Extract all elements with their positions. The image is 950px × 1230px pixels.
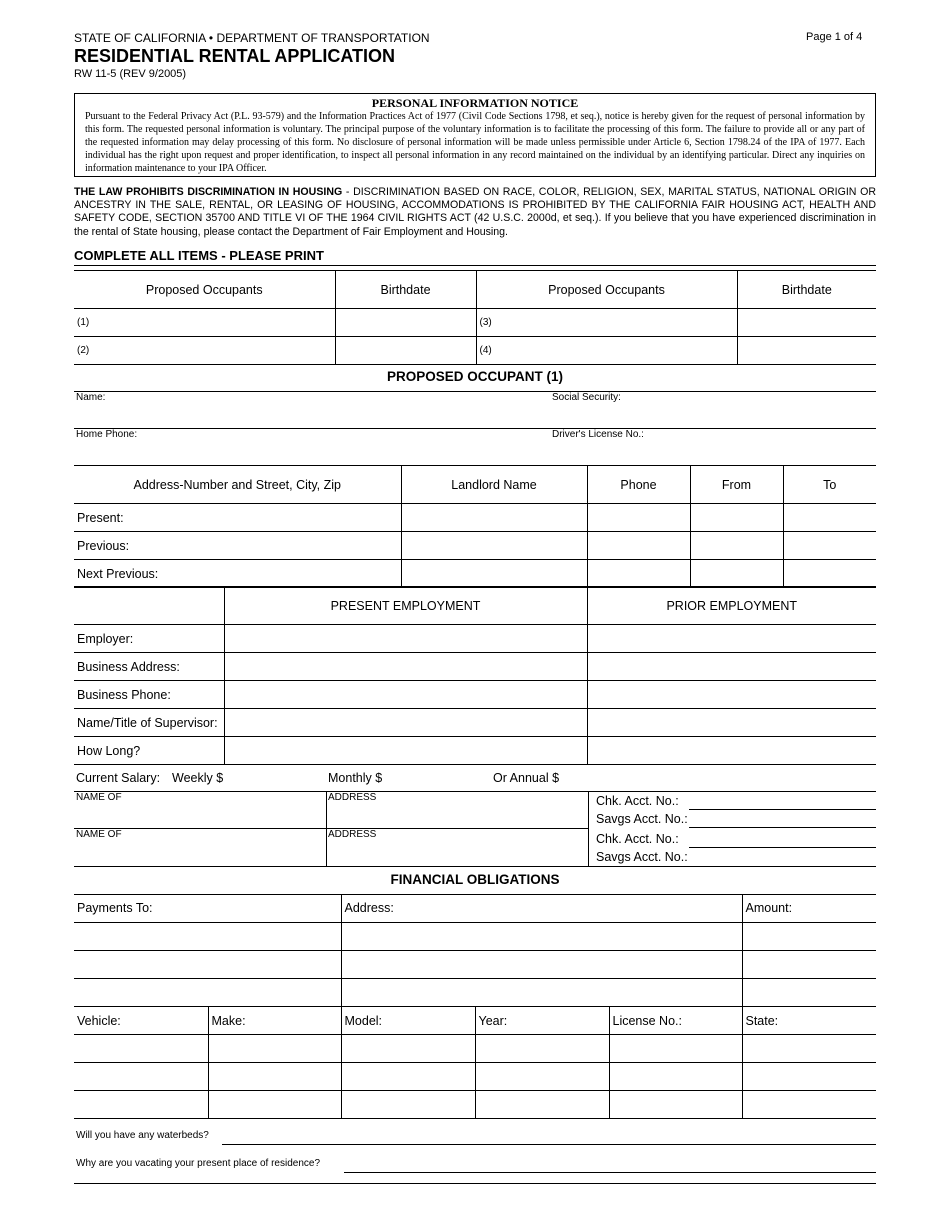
occupant-2-birthdate-field[interactable] (335, 337, 476, 365)
divider (74, 391, 876, 392)
address-header: Address-Number and Street, City, Zip (74, 466, 401, 504)
vehicle-3-field[interactable] (74, 1091, 208, 1119)
occupant-2-field[interactable]: (2) (74, 337, 335, 365)
present-to-field[interactable] (783, 504, 876, 532)
bank-2-savings-label: Savgs Acct. No.: (596, 850, 688, 864)
present-landlord-field[interactable] (401, 504, 587, 532)
fair-housing-body: - DISCRIMINATION BASED ON RACE, COLOR, RELIGION, SEX, MARITAL STATUS, NATIONAL ORIGIN OR ANCESTRY IN THE SALE, RENTAL, OR LEASING OF HOUSING, ACCOMMODATIONS IS PROHIBITED BY THE CALIFORNIA FAIR HOUSING ACT, HEALTH AND SAFETY CODE, SECTION 35700 AND TITLE VI OF THE 1964 CIVIL RIGHTS ACT (42 U.S.C. 2000d, et seq.). If you believe that you have experienced discrimination in the rental of State housing, please contact the Department of Fair Employment and Housing. (74, 186, 876, 238)
address-history-table (74, 465, 876, 588)
present-employment-header: PRESENT EMPLOYMENT (224, 587, 587, 625)
divider (74, 265, 876, 266)
occupants-header: Proposed Occupants (476, 271, 737, 309)
vehicle-2-year-field[interactable] (475, 1063, 609, 1091)
bank-1-savings-field[interactable] (689, 827, 876, 828)
payments-to-header: Payments To: (74, 894, 341, 922)
present-how-long-field[interactable] (224, 737, 587, 765)
vehicle-3-year-field[interactable] (475, 1091, 609, 1119)
occupant-1-field[interactable]: (1) (74, 309, 335, 337)
occupant-4-field[interactable]: (4) (476, 337, 737, 365)
form-title: RESIDENTIAL RENTAL APPLICATION (74, 46, 396, 66)
present-employer-field[interactable] (224, 625, 587, 653)
occupants-table (74, 270, 876, 365)
payment-1-payee-field[interactable] (74, 922, 341, 950)
prior-supervisor-field[interactable] (587, 709, 876, 737)
present-from-field[interactable] (690, 504, 783, 532)
payment-2-address-field[interactable] (341, 950, 742, 978)
financial-obligations-heading: FINANCIAL OBLIGATIONS (390, 872, 560, 887)
fair-housing-notice (74, 186, 876, 239)
monthly-salary-field[interactable]: Monthly $ (328, 771, 383, 785)
vehicles-table (74, 1006, 876, 1119)
payment-address-header: Address: (341, 894, 742, 922)
how-long-label: How Long? (74, 737, 224, 765)
vehicle-2-make-field[interactable] (208, 1063, 341, 1091)
proposed-occupant-heading: PROPOSED OCCUPANT (1) (386, 369, 563, 384)
privacy-notice-body: Pursuant to the Federal Privacy Act (P.L. 93-579) and the Information Practices Act of 1977 (Civil Code Sections 1798, et seq.), notice is hereby given for the request of personal information by this form. The requested personal information is voluntary. The principal purpose of the voluntary information is to facilitate the processing of this form. The failure to provide all or any part of the requested information may delay processing of this form. No disclosure of personal information will be made unless permissible under Article 6, Section 1798.24 of the IPA of 1977. Each individual has the right upon request and proper identification, to inspect all personal information in any record maintained on the individual by an identifying particular. Direct any inquiries on information maintenance to your IPA Officer. (85, 111, 865, 174)
business-address-label: Business Address: (74, 653, 224, 681)
occupant-1-birthdate-field[interactable] (335, 309, 476, 337)
employment-blank-header (74, 587, 224, 625)
next-previous-address-field[interactable]: Next Previous: (74, 560, 401, 588)
previous-landlord-field[interactable] (401, 532, 587, 560)
bank-1-checking-field[interactable] (689, 809, 876, 810)
occupant-3-birthdate-field[interactable] (737, 309, 876, 337)
complete-all-items-heading: COMPLETE ALL ITEMS - PLEASE PRINT (74, 248, 324, 263)
privacy-notice-box (74, 93, 876, 177)
bank-2-checking-field[interactable] (689, 847, 876, 848)
employment-table (74, 586, 876, 765)
bank-2-address-field[interactable]: ADDRESS (328, 829, 377, 840)
present-business-address-field[interactable] (224, 653, 587, 681)
payment-3-amount-field[interactable] (742, 978, 876, 1006)
vehicle-1-model-field[interactable] (341, 1035, 475, 1063)
occupant-3-field[interactable]: (3) (476, 309, 737, 337)
payments-table (74, 894, 876, 1007)
vehicle-header: Vehicle: (74, 1007, 208, 1035)
make-header: Make: (208, 1007, 341, 1035)
payment-amount-header: Amount: (742, 894, 876, 922)
employer-label: Employer: (74, 625, 224, 653)
prior-employer-field[interactable] (587, 625, 876, 653)
bank-2-name-field[interactable]: NAME OF (76, 829, 122, 840)
previous-address-field[interactable]: Previous: (74, 532, 401, 560)
privacy-notice-title: PERSONAL INFORMATION NOTICE (371, 96, 579, 110)
divider (74, 428, 876, 429)
waterbeds-answer-field[interactable] (222, 1144, 876, 1145)
bank-1-name-field[interactable]: NAME OF (76, 792, 122, 803)
weekly-salary-field[interactable]: Weekly $ (172, 771, 224, 785)
payment-3-address-field[interactable] (341, 978, 742, 1006)
payment-3-payee-field[interactable] (74, 978, 341, 1006)
divider (74, 791, 876, 792)
bank-1-address-field[interactable]: ADDRESS (328, 792, 377, 803)
home-phone-field[interactable]: Home Phone: (76, 429, 138, 440)
prior-how-long-field[interactable] (587, 737, 876, 765)
payment-2-payee-field[interactable] (74, 950, 341, 978)
name-field[interactable]: Name: (76, 392, 106, 403)
bank-1-savings-label: Savgs Acct. No.: (596, 812, 688, 826)
vehicle-3-make-field[interactable] (208, 1091, 341, 1119)
next-previous-from-field[interactable] (690, 560, 783, 588)
annual-salary-field[interactable]: Or Annual $ (493, 771, 560, 785)
prior-business-address-field[interactable] (587, 653, 876, 681)
vehicle-1-field[interactable] (74, 1035, 208, 1063)
vehicle-1-state-field[interactable] (742, 1035, 876, 1063)
present-supervisor-field[interactable] (224, 709, 587, 737)
present-business-phone-field[interactable] (224, 681, 587, 709)
vehicle-1-year-field[interactable] (475, 1035, 609, 1063)
form-number: RW 11-5 (REV 9/2005) (74, 68, 187, 80)
next-previous-to-field[interactable] (783, 560, 876, 588)
to-header: To (783, 466, 876, 504)
from-header: From (690, 466, 783, 504)
phone-header: Phone (587, 466, 690, 504)
prior-business-phone-field[interactable] (587, 681, 876, 709)
payment-1-amount-field[interactable] (742, 922, 876, 950)
business-phone-label: Business Phone: (74, 681, 224, 709)
bank-1-checking-label: Chk. Acct. No.: (596, 794, 679, 808)
occupants-header: Proposed Occupants (74, 271, 335, 309)
bank-2-checking-label: Chk. Acct. No.: (596, 832, 679, 846)
landlord-header: Landlord Name (401, 466, 587, 504)
vehicle-2-license-field[interactable] (609, 1063, 742, 1091)
divider (74, 866, 876, 867)
next-previous-phone-field[interactable] (587, 560, 690, 588)
agency-name: STATE OF CALIFORNIA • DEPARTMENT OF TRANSPORTATION (74, 31, 430, 45)
vehicle-3-model-field[interactable] (341, 1091, 475, 1119)
previous-to-field[interactable] (783, 532, 876, 560)
drivers-license-field[interactable]: Driver's License No.: (552, 429, 644, 440)
license-header: License No.: (609, 1007, 742, 1035)
vehicle-3-state-field[interactable] (742, 1091, 876, 1119)
vehicle-1-make-field[interactable] (208, 1035, 341, 1063)
vacating-answer-field[interactable] (344, 1172, 876, 1173)
present-address-field[interactable]: Present: (74, 504, 401, 532)
supervisor-label: Name/Title of Supervisor: (74, 709, 224, 737)
model-header: Model: (341, 1007, 475, 1035)
occupant-4-birthdate-field[interactable] (737, 337, 876, 365)
present-phone-field[interactable] (587, 504, 690, 532)
divider (588, 791, 589, 866)
vehicle-3-license-field[interactable] (609, 1091, 742, 1119)
vacating-answer-line-2[interactable] (74, 1183, 876, 1184)
next-previous-landlord-field[interactable] (401, 560, 587, 588)
year-header: Year: (475, 1007, 609, 1035)
payment-2-amount-field[interactable] (742, 950, 876, 978)
social-security-field[interactable]: Social Security: (552, 392, 621, 403)
state-header: State: (742, 1007, 876, 1035)
birthdate-header: Birthdate (335, 271, 476, 309)
page-number: Page 1 of 4 (806, 31, 863, 43)
payment-1-address-field[interactable] (341, 922, 742, 950)
prior-employment-header: PRIOR EMPLOYMENT (587, 587, 876, 625)
vehicle-2-model-field[interactable] (341, 1063, 475, 1091)
vehicle-2-state-field[interactable] (742, 1063, 876, 1091)
vacating-question: Why are you vacating your present place of residence? (76, 1158, 321, 1169)
previous-phone-field[interactable] (587, 532, 690, 560)
previous-from-field[interactable] (690, 532, 783, 560)
vehicle-1-license-field[interactable] (609, 1035, 742, 1063)
current-salary-label: Current Salary: (76, 771, 161, 785)
birthdate-header: Birthdate (737, 271, 876, 309)
fair-housing-lead: THE LAW PROHIBITS DISCRIMINATION IN HOUSING (74, 186, 343, 198)
waterbeds-question: Will you have any waterbeds? (76, 1130, 209, 1141)
vehicle-2-field[interactable] (74, 1063, 208, 1091)
